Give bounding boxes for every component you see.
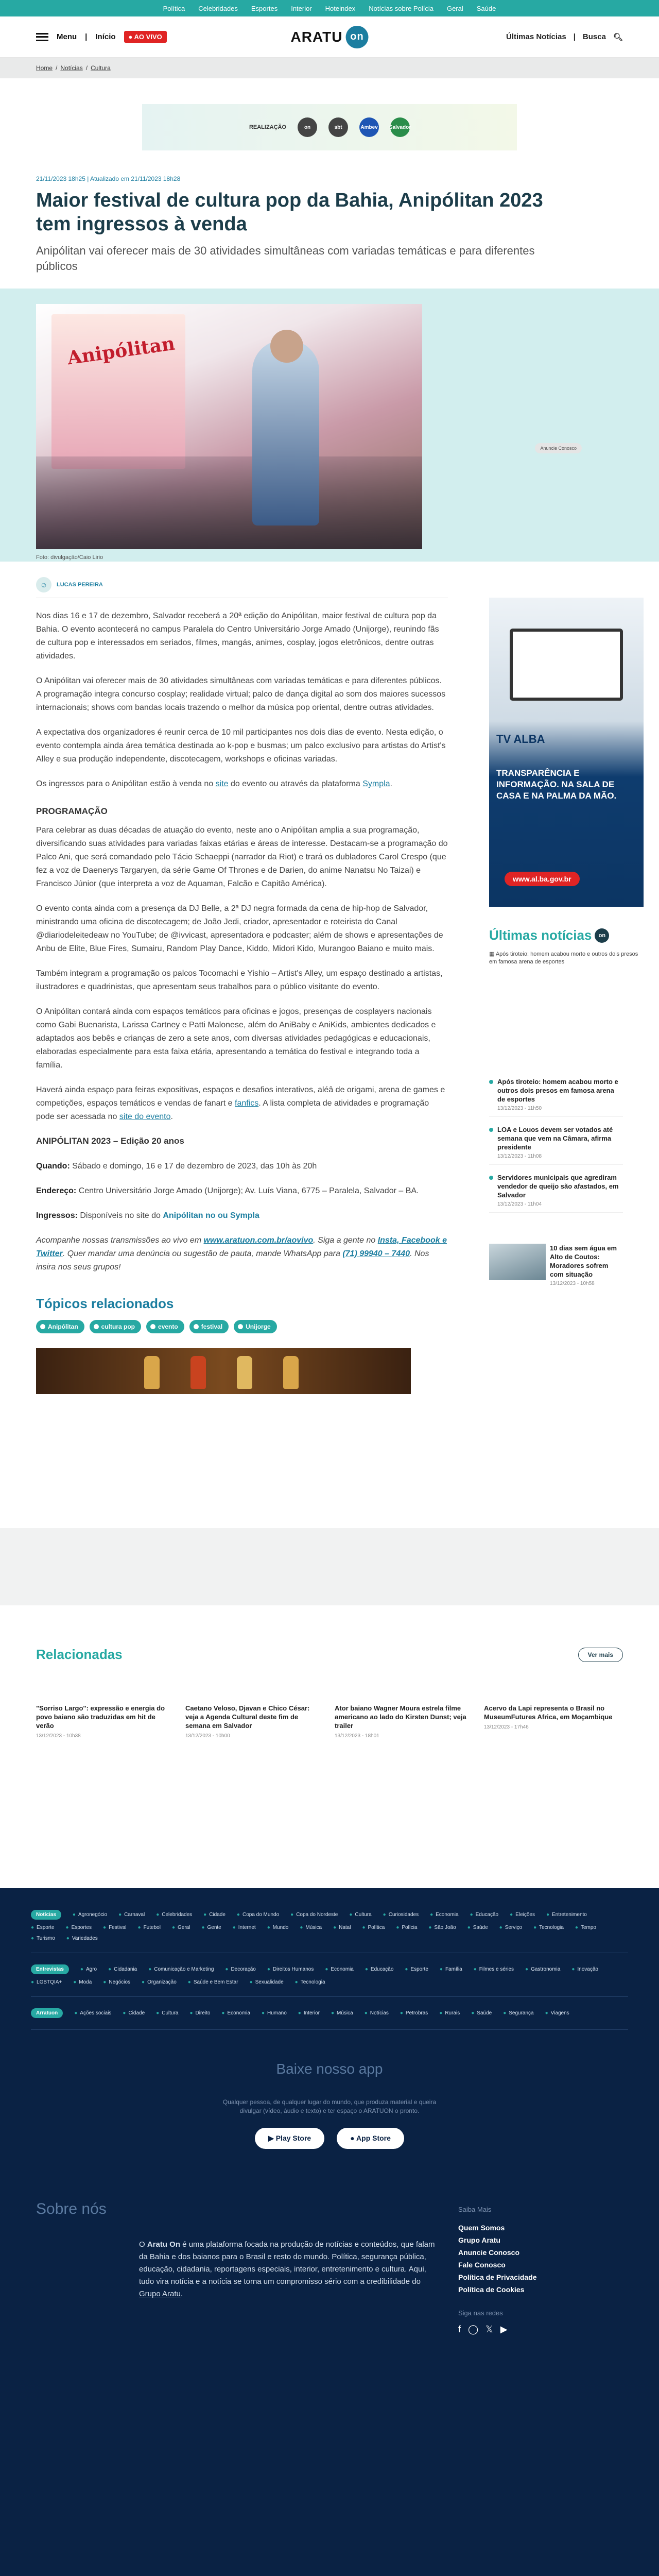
broken-image-icon: ▦ xyxy=(489,951,496,957)
related-card[interactable] xyxy=(185,1704,324,1739)
item-date: 13/12/2023 - 11h08 xyxy=(497,1154,542,1159)
hero-band xyxy=(0,289,659,562)
category-link[interactable]: ● Educação xyxy=(470,1912,499,1918)
category-link[interactable]: ● Variedades xyxy=(66,1936,98,1941)
image-alt: Após tiroteio: homem acabou morto e outros dois presos em famosa arena de esportes xyxy=(489,951,638,965)
category-pill[interactable]: Entrevistas xyxy=(31,1964,69,1974)
ad-realizacao-label: REALIZAÇÃO xyxy=(249,124,287,130)
list-item[interactable] xyxy=(489,1173,623,1213)
card-date: 13/12/2023 - 10h38 xyxy=(36,1733,81,1739)
bullet-icon xyxy=(489,1128,493,1132)
facebook-icon[interactable]: f xyxy=(458,2324,461,2334)
hero-banner-text: Anipólitan xyxy=(66,332,177,369)
footer-link[interactable]: Política de Cookies xyxy=(458,2285,525,2294)
breadcrumb-noticias[interactable]: Notícias xyxy=(60,64,83,72)
ad-sponsor-logo: Ambev xyxy=(359,117,379,137)
paragraph: O evento conta ainda com a presença da DJ Belle, a 2ª DJ negra formada da cena de hip-hop de Salvador, ministrando uma oficina de discotecagem; de João Jedi, criador, apresentador e roteirista do Canal @diariodeleitedeaw no YouTube; de @ivvicast, apresentadora e podcaster; além de shows e apresentações de Anbu de Elite, Blue Fires, Sumairu, Random Play Dance, Kiddo, Midori Kido, Murangoo Baiano e muito mais. xyxy=(36,904,443,953)
ad-sponsor-logo: on xyxy=(298,117,317,137)
card-title: 10 dias sem água em Alto de Coutos: Moradores sofrem com situação xyxy=(550,1244,617,1278)
category-link[interactable]: ● Esporte xyxy=(405,1967,428,1972)
topic-tags xyxy=(36,1320,448,1333)
tag-cultura-pop[interactable] xyxy=(90,1320,141,1333)
category-link[interactable]: ● Tecnologia xyxy=(533,1925,564,1930)
category-link[interactable]: ● Música xyxy=(331,2010,353,2016)
category-link[interactable]: ● Saúde xyxy=(467,1925,488,1930)
category-link[interactable]: ● Filmes e séries xyxy=(474,1967,514,1972)
category-link[interactable]: ● Comunicação e Marketing xyxy=(148,1967,214,1972)
paragraph: Nos dias 16 e 17 de dezembro, Salvador receberá a 20ª edição do Anipólitan, maior festival de cultura pop da Bahia. O evento acontecerá no campus Paralela do Centro Universitário Jorge Amado (Unijorge), reunindo fãs de cultura pop e interessados em seriados, filmes, mangás, animes, cosplay, jogos eletrônicos, dentre outras atividades. xyxy=(36,612,439,660)
inicio-link[interactable]: Início xyxy=(95,32,116,41)
tag-label: Anipólitan xyxy=(48,1323,78,1330)
category-link[interactable]: ● Direito xyxy=(189,2010,210,2016)
category-link[interactable]: ● Humano xyxy=(262,2010,287,2016)
category-link[interactable]: ● Entretenimento xyxy=(546,1912,587,1918)
app-store-button[interactable] xyxy=(337,2128,404,2149)
footer-link[interactable]: Fale Conosco xyxy=(458,2261,506,2269)
latest-card[interactable] xyxy=(489,1244,623,1286)
author-avatar-icon: ☺ xyxy=(36,577,51,592)
category-link[interactable]: ● Agro xyxy=(80,1967,97,1972)
topbar-link[interactable]: Notícias sobre Polícia xyxy=(369,4,433,12)
category-link[interactable]: ● Curiosidades xyxy=(383,1912,419,1918)
tag-icon xyxy=(40,1324,45,1329)
topbar-link[interactable]: Celebridades xyxy=(198,4,238,12)
category-link[interactable]: ● Ações sociais xyxy=(74,2010,111,2016)
breadcrumb-sep: / xyxy=(56,64,58,72)
ad-url: www.al.ba.gov.br xyxy=(505,872,580,886)
divider: | xyxy=(85,32,88,41)
item-date: 13/12/2023 - 11h04 xyxy=(497,1201,542,1207)
value: Disponíveis no site do xyxy=(77,1211,163,1220)
ad-sponsor-logo: Salvador xyxy=(390,117,410,137)
menu-icon[interactable] xyxy=(36,33,48,41)
tag-icon xyxy=(94,1324,99,1329)
text: Haverá ainda espaço para feiras expositivas, espaços e desafios interativos, aléâ de origami, arena de games e competições, espaços temáticos e vendas de fanart e xyxy=(36,1086,445,1108)
related-section xyxy=(36,1605,623,1739)
paragraph xyxy=(36,1083,448,1124)
about-text xyxy=(36,2239,438,2300)
category-link[interactable]: ● Economia xyxy=(325,1967,354,1972)
ad-text: TRANSPARÊNCIA E INFORMAÇÃO. NA SALA DE CASA E NA PALMA DA MÃO. xyxy=(496,768,617,801)
latest-image-broken[interactable] xyxy=(489,951,644,1069)
search-link[interactable]: Busca xyxy=(582,32,606,41)
store-label: Play Store xyxy=(275,2134,311,2142)
category-link[interactable]: ● Moda xyxy=(73,1979,92,1985)
tag-label: evento xyxy=(158,1323,178,1330)
author xyxy=(36,577,448,598)
paragraph: Para celebrar as duas décadas de atuação do evento, neste ano o Anipólitan amplia a sua programação, diversificando suas atividades para variadas faixas etárias e áreas de interesse. Destacam-se a programação do Palco Ani, que será comandado pelo Tácio Schaeppi (narrador da Riot) e trará os dubladores Carol Crespo (que fez a voz de Daenerys Targaryen, da série Game Of Thrones e de Darien, do anime Nanatsu No Taizai) e Francisco Júnior (que interpreta a voz de Aquaman, Falcão e Capitão América). xyxy=(36,826,448,888)
social-link[interactable]: Insta, Facebook e Twitter xyxy=(36,1236,447,1258)
topbar-link[interactable]: Política xyxy=(163,4,185,12)
category-link[interactable]: ● Internet xyxy=(233,1925,256,1930)
tag-evento[interactable] xyxy=(146,1320,184,1333)
label: Quando: xyxy=(36,1162,70,1171)
hero-image xyxy=(36,304,422,549)
latest-news-link[interactable]: Últimas Notícias xyxy=(506,32,566,41)
card-date: 13/12/2023 - 10h00 xyxy=(185,1733,230,1739)
text: Os ingressos para o Anipólitan estão à venda no xyxy=(36,779,216,788)
item-date: 13/12/2023 - 11h50 xyxy=(497,1106,542,1111)
article-dates: 21/11/2023 18h25 | Atualizado em 21/11/2023 18h28 xyxy=(36,175,181,182)
top-nav xyxy=(0,0,659,16)
category-pill[interactable]: Arratuon xyxy=(31,2008,63,2018)
text: . Quer mandar uma denúncia ou sugestão de pauta, mande WhatsApp para xyxy=(62,1249,343,1258)
breadcrumb-home[interactable]: Home xyxy=(36,64,53,72)
text: . A lista completa de atividades e programação pode ser acessada no xyxy=(36,1099,429,1121)
event-where xyxy=(36,1184,448,1198)
footer-link[interactable]: Anuncie Conosco xyxy=(458,2248,520,2257)
topbar-link[interactable]: Saúde xyxy=(476,4,496,12)
category-link[interactable]: ● Copa do Mundo xyxy=(237,1912,279,1918)
category-link[interactable]: ● Inovação xyxy=(571,1967,598,1972)
bottom-ad-banner[interactable] xyxy=(36,1348,411,1394)
category-link[interactable]: ● Negócios xyxy=(103,1979,130,1985)
card-title: Acervo da Lapi representa o Brasil no MuseumFutures Africa, em Moçambique xyxy=(484,1704,613,1721)
store-label: App Store xyxy=(356,2134,391,2142)
author-name[interactable]: LUCAS PEREIRA xyxy=(57,582,103,588)
tag-festival[interactable] xyxy=(189,1320,229,1333)
tag-label: Unijorge xyxy=(246,1323,271,1330)
category-link[interactable]: ● Esporte xyxy=(31,1925,55,1930)
category-row-noticias xyxy=(31,1910,608,1941)
topbar-link[interactable]: Geral xyxy=(446,4,463,12)
category-link[interactable]: ● Notícias xyxy=(365,2010,389,2016)
text: do evento ou através da plataforma xyxy=(228,779,363,788)
twitter-icon[interactable]: 𝕏 xyxy=(485,2324,493,2334)
whatsapp-link[interactable]: (71) 99940 – 7440 xyxy=(342,1249,410,1258)
category-link[interactable]: ● Segurança xyxy=(503,2010,533,2016)
site-link[interactable]: site xyxy=(215,779,229,788)
category-link[interactable]: ● Tempo xyxy=(575,1925,596,1930)
category-link[interactable]: ● Turismo xyxy=(31,1936,55,1941)
topics-title: Tópicos relacionados xyxy=(36,1296,174,1311)
instagram-icon[interactable]: ◯ xyxy=(468,2324,479,2334)
breadcrumb-cultura[interactable]: Cultura xyxy=(91,64,111,72)
on-logo-icon: on xyxy=(595,928,609,943)
category-link[interactable]: ● Música xyxy=(300,1925,322,1930)
category-link[interactable]: ● Cultura xyxy=(156,2010,178,2016)
card-date: 13/12/2023 - 18h01 xyxy=(335,1733,379,1739)
search-icon[interactable]: 🔍︎ xyxy=(613,32,623,42)
follow-paragraph xyxy=(36,1234,448,1274)
topbar-link[interactable]: Esportes xyxy=(251,4,278,12)
play-store-button[interactable] xyxy=(255,2128,324,2149)
site-header xyxy=(0,16,659,58)
category-link[interactable]: ● Geral xyxy=(172,1925,190,1930)
about-title: Sobre nós xyxy=(36,2200,107,2217)
category-link[interactable]: ● Petrobras xyxy=(400,2010,428,2016)
category-link[interactable]: ● Educação xyxy=(365,1967,394,1972)
category-link[interactable]: ● Saúde xyxy=(471,2010,492,2016)
logo-text: ARATU xyxy=(290,28,343,45)
text: Acompanhe nossas transmissões ao vivo em xyxy=(36,1236,204,1245)
category-row-entrevistas xyxy=(31,1964,608,1985)
card-title: Ator baiano Wagner Moura estrela filme americano ao lado do Kirsten Dunst; veja trailer xyxy=(335,1704,466,1730)
event-when xyxy=(36,1160,448,1173)
sympla-link[interactable]: Sympla xyxy=(362,779,390,788)
category-link[interactable]: ● Festival xyxy=(103,1925,127,1930)
value: Centro Universitário Jorge Amado (Unijorge); Av. Luís Viana, 6775 – Paralela, Salvador – BA. xyxy=(76,1187,419,1195)
top-ad-banner[interactable] xyxy=(142,104,517,150)
tag-label: cultura pop xyxy=(101,1323,135,1330)
category-link[interactable]: ● Organização xyxy=(142,1979,177,1985)
ad-tv-label: TV ALBA xyxy=(496,733,545,745)
category-link[interactable]: ● Interior xyxy=(298,2010,320,2016)
tag-icon xyxy=(194,1324,199,1329)
article-body xyxy=(36,577,448,1394)
related-card[interactable] xyxy=(335,1704,474,1739)
app-text: Qualquer pessoa, de qualquer lugar do mundo, que produza material e queira divulgar (vídeo, áudio e texto) e ter espaço o ARATUON o pronto. xyxy=(222,2098,437,2114)
text: . xyxy=(390,779,392,788)
text: . xyxy=(170,1112,173,1121)
category-link[interactable]: ● Política xyxy=(362,1925,385,1930)
sidebar-ad[interactable] xyxy=(489,598,644,907)
related-card[interactable] xyxy=(484,1704,623,1739)
footer xyxy=(0,1888,659,2576)
text: O xyxy=(139,2240,147,2249)
footer-link[interactable]: Quem Somos xyxy=(458,2224,505,2232)
category-link[interactable]: ● Cidade xyxy=(203,1912,226,1918)
category-link[interactable]: ● Futebol xyxy=(138,1925,161,1930)
site-logo[interactable] xyxy=(291,26,369,48)
see-more-button[interactable]: Ver mais xyxy=(578,1648,623,1662)
apple-icon: ● xyxy=(350,2134,357,2142)
category-link[interactable]: ● Rurais xyxy=(439,2010,460,2016)
category-link[interactable]: ● Natal xyxy=(333,1925,351,1930)
text: . Siga a gente no xyxy=(313,1236,378,1245)
category-pill[interactable]: Notícias xyxy=(31,1910,61,1920)
menu-link[interactable]: Menu xyxy=(57,32,77,41)
related-card[interactable] xyxy=(36,1704,175,1739)
category-link[interactable]: ● Economia xyxy=(221,2010,250,2016)
category-link[interactable]: ● LGBTQIA+ xyxy=(31,1979,62,1985)
brand: Aratu On xyxy=(147,2240,181,2249)
paragraph: A expectativa dos organizadores é reunir cerca de 10 mil participantes nos dois dias de evento. Nesta edição, o evento contempla ainda área temática destinada ao k-pop e busmas; um palco exclusivo para artistas do Artist's Alley e sua produção independente, discotecagem, workshops e oficinas variadas. xyxy=(36,728,446,764)
category-link[interactable]: ● Carnaval xyxy=(118,1912,145,1918)
youtube-icon[interactable]: ▶ xyxy=(500,2324,508,2334)
category-link[interactable]: ● Gastronomia xyxy=(525,1967,560,1972)
subheading: PROGRAMAÇÃO xyxy=(36,806,108,816)
text: . Nos insira nos seus grupos! xyxy=(36,1249,429,1272)
category-link[interactable]: ● Serviço xyxy=(499,1925,522,1930)
category-link[interactable]: ● Polícia xyxy=(396,1925,417,1930)
tag-icon xyxy=(150,1324,155,1329)
sidebar xyxy=(489,577,638,1394)
article-lead: Anipólitan vai oferecer mais de 30 atividades simultâneas com variadas temáticas e para diferentes públicos xyxy=(36,244,535,273)
category-link[interactable]: ● São João xyxy=(428,1925,456,1930)
category-link[interactable]: ● Tecnologia xyxy=(295,1979,325,1985)
ad-monitor-image xyxy=(510,629,623,701)
live-label: AO VIVO xyxy=(134,33,162,41)
category-link[interactable]: ● Agronegócio xyxy=(73,1912,107,1918)
category-link[interactable]: ● Copa do Nordeste xyxy=(290,1912,338,1918)
tag-anipolitan[interactable] xyxy=(36,1320,84,1333)
card-title: Caetano Veloso, Djavan e Chico César: veja a Agenda Cultural deste fim de semana em Salvador xyxy=(185,1704,310,1730)
breadcrumb xyxy=(0,58,659,78)
anuncie-badge[interactable]: Anuncie Conosco xyxy=(535,443,582,453)
card-date: 13/12/2023 - 10h58 xyxy=(550,1281,595,1286)
category-link[interactable]: ● Direitos Humanos xyxy=(267,1967,314,1972)
category-link[interactable]: ● Viagens xyxy=(545,2010,569,2016)
item-title: Servidores municipais que agrediram vendedor de queijo são afastados, em Salvador xyxy=(497,1174,619,1199)
play-icon: ▶ xyxy=(268,2134,276,2142)
tickets-link[interactable]: Anipólitan no ou Sympla xyxy=(163,1211,259,1220)
category-link[interactable]: ● Celebridades xyxy=(156,1912,192,1918)
live-dot-icon: ● xyxy=(128,33,134,41)
category-link[interactable]: ● Família xyxy=(440,1967,462,1972)
latest-title-text: Últimas notícias xyxy=(489,927,592,943)
image-caption: Foto: divulgação/Caio Lirio xyxy=(36,554,103,561)
latest-news-title xyxy=(489,927,623,943)
app-title: Baixe nosso app xyxy=(276,2061,383,2077)
bullet-icon xyxy=(489,1080,493,1084)
label: Ingressos: xyxy=(36,1211,78,1220)
category-link[interactable]: ● Mundo xyxy=(267,1925,289,1930)
category-link[interactable]: ● Esportes xyxy=(66,1925,92,1930)
paragraph: O Anipólitan vai oferecer mais de 30 atividades simultâneas com variadas temáticas e para diferentes públicos. A programação integra concurso cosplay; realidade virtual; palco de dança digital ao som dos maiores sucessos internacionais; shows com bandas locais trazendo o melhor da música pop oriental, dentre outras atividades. xyxy=(36,676,446,712)
event-tickets xyxy=(36,1209,448,1223)
item-title: Após tiroteio: homem acabou morto e outros dois presos em famosa arena de esportes xyxy=(497,1078,618,1103)
text: é uma plataforma focada na produção de notícias e conteúdos, que falam da Bahia e dos baianos para o Brasil e resto do mundo. Política, segurança pública, educação, cidadania, reportagens especiais, interior, entretenimento e cultura. Aqui, tudo vira notícia e a notícia se torna um compromisso sério com a credibilidade do xyxy=(139,2240,435,2286)
ad-sponsor-logo: sbt xyxy=(328,117,348,137)
topbar-link[interactable]: Interior xyxy=(291,4,312,12)
category-link[interactable]: ● Saúde e Bem Estar xyxy=(188,1979,238,1985)
text: . xyxy=(180,2290,183,2298)
links-title: Saiba Mais xyxy=(458,2206,492,2213)
category-link[interactable]: ● Economia xyxy=(430,1912,459,1918)
footer-link[interactable]: Grupo Aratu xyxy=(458,2236,500,2244)
tag-icon xyxy=(238,1324,243,1329)
category-link[interactable]: ● Gente xyxy=(201,1925,221,1930)
live-link[interactable]: www.aratuon.com.br/aovivo xyxy=(203,1236,314,1245)
divider: | xyxy=(573,32,576,41)
category-row-arratuon xyxy=(31,2008,608,2018)
item-title: LOA e Louos devem ser votados até semana que vem na Câmara, afirma presidente xyxy=(497,1126,613,1151)
topbar-link[interactable]: Hoteindex xyxy=(325,4,356,12)
card-thumbnail xyxy=(489,1244,546,1280)
social-title: Siga nas redes xyxy=(458,2309,503,2317)
bullet-icon xyxy=(489,1176,493,1180)
breadcrumb-sep: / xyxy=(85,64,88,72)
paragraph xyxy=(36,777,448,791)
category-link[interactable]: ● Sexualidade xyxy=(250,1979,284,1985)
label: Endereço: xyxy=(36,1187,77,1195)
category-link[interactable]: ● Decoração xyxy=(225,1967,255,1972)
grupo-aratu-link[interactable]: Grupo Aratu xyxy=(139,2290,181,2298)
card-date: 13/12/2023 - 17h46 xyxy=(484,1724,529,1730)
logo-on-icon: on xyxy=(345,26,368,48)
tag-unijorge[interactable] xyxy=(234,1320,277,1333)
list-item[interactable] xyxy=(489,1077,623,1117)
tag-label: festival xyxy=(201,1323,223,1330)
paragraph: Também integram a programação os palcos Tocomachi e Yishio – Artist's Alley, um espaço destinado a artistas, ilustradores e quadrinistas, que apresentam seus trabalhos para o público visitante do evento. xyxy=(36,969,443,991)
paragraph: O Anipólitan contará ainda com espaços temáticos para oficinas e jogos, presenças de cosplayers nacionais como Gabi Buenarista, Larissa Cartney e Patti Malonese, além do AniBaby e AniKids, ambientes dedicados e adaptados aos bebês e crianças de zero a sete anos, com diversas atividades pedagógicas e educacionais, elaboradas especialmente para esta faixa etária, apresentando a temática do festival e integrando toda a família. xyxy=(36,1007,436,1070)
category-link[interactable]: ● Cidadania xyxy=(108,1967,137,1972)
subheading: ANIPÓLITAN 2023 – Edição 20 anos xyxy=(36,1136,184,1146)
footer-link[interactable]: Política de Privacidade xyxy=(458,2273,537,2281)
live-button[interactable] xyxy=(124,31,167,43)
related-title: Relacionadas xyxy=(36,1647,123,1662)
value: Sábado e domingo, 16 e 17 de dezembro de 2023, das 10h às 20h xyxy=(70,1162,317,1171)
article-title: Maior festival de cultura pop da Bahia, Anipólitan 2023 tem ingressos à venda xyxy=(36,190,543,235)
fanfics-link[interactable]: fanfics xyxy=(235,1099,259,1108)
category-link[interactable]: ● Cidade xyxy=(123,2010,145,2016)
event-site-link[interactable]: site do evento xyxy=(119,1112,171,1121)
separator-band xyxy=(0,1528,659,1605)
card-title: "Sorriso Largo": expressão e energia do povo baiano são traduzidas em hit de verão xyxy=(36,1704,165,1730)
category-link[interactable]: ● Eleições xyxy=(510,1912,535,1918)
category-link[interactable]: ● Cultura xyxy=(349,1912,371,1918)
list-item[interactable] xyxy=(489,1125,623,1165)
